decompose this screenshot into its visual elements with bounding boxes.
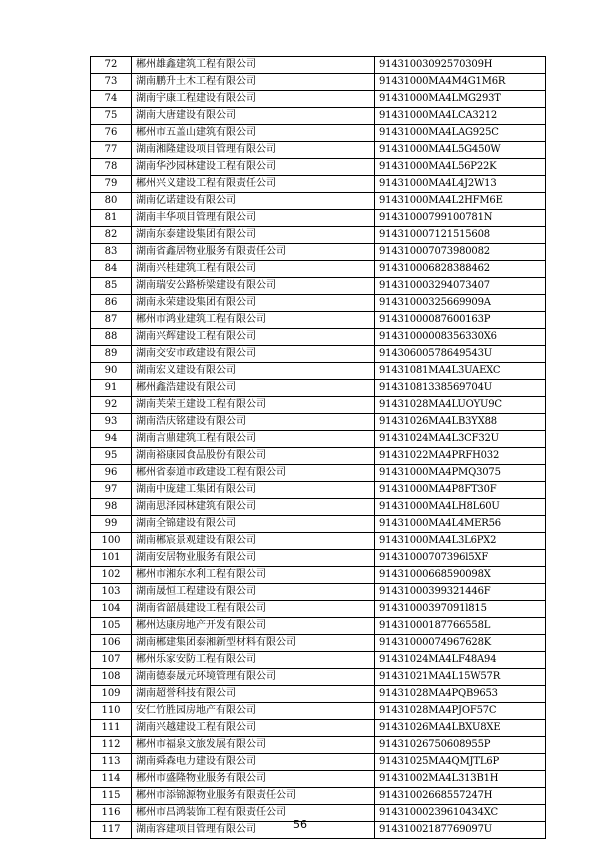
table-row bbox=[91, 550, 546, 567]
table-row bbox=[91, 295, 546, 312]
credit-code: 914310006828388462 bbox=[375, 261, 546, 278]
table-row bbox=[91, 414, 546, 431]
credit-code: 91431000MA4L4J2W13 bbox=[375, 176, 546, 193]
credit-code: 91431000668590098X bbox=[375, 567, 546, 584]
company-name: 湖南永荣建设集团有限公司 bbox=[132, 295, 375, 312]
table-row bbox=[91, 516, 546, 533]
credit-code: 91431000187766558L bbox=[375, 618, 546, 635]
table-row bbox=[91, 703, 546, 720]
table-row bbox=[91, 737, 546, 754]
company-name: 郴州市五盖山建筑有限公司 bbox=[132, 125, 375, 142]
table-row bbox=[91, 193, 546, 210]
credit-code: 91431024MA4L3CF32U bbox=[375, 431, 546, 448]
row-number: 89 bbox=[91, 346, 132, 363]
credit-code: 914310007073980082 bbox=[375, 244, 546, 261]
company-name: 郴州市盛隆物业服务有限公司 bbox=[132, 771, 375, 788]
row-number: 88 bbox=[91, 329, 132, 346]
credit-code: 91431000MA4L3L6PX2 bbox=[375, 533, 546, 550]
credit-code: 914310007121515608 bbox=[375, 227, 546, 244]
company-name: 湖南交安市政建设有限公司 bbox=[132, 346, 375, 363]
row-number: 73 bbox=[91, 74, 132, 91]
row-number: 85 bbox=[91, 278, 132, 295]
company-name: 湖南亿诺建设有限公司 bbox=[132, 193, 375, 210]
row-number: 78 bbox=[91, 159, 132, 176]
table-row bbox=[91, 74, 546, 91]
credit-code: 91431000325669909A bbox=[375, 295, 546, 312]
row-number: 115 bbox=[91, 788, 132, 805]
table-row bbox=[91, 448, 546, 465]
credit-code: 91431081MA4L3UAEXC bbox=[375, 363, 546, 380]
company-name: 湖南湘隆建设项目管理有限公司 bbox=[132, 142, 375, 159]
table-row bbox=[91, 57, 546, 74]
company-name: 湖南东泰建设集团有限公司 bbox=[132, 227, 375, 244]
credit-code: 91431000MA4L2HFM6E bbox=[375, 193, 546, 210]
credit-code: 91431000MA4PMQ3075 bbox=[375, 465, 546, 482]
company-name: 郴州市鸿业建筑工程有限公司 bbox=[132, 312, 375, 329]
credit-code: 91431000MA4L56P22K bbox=[375, 159, 546, 176]
credit-code: 91431028MA4LUOYU9C bbox=[375, 397, 546, 414]
company-name: 湖南裕康园食品股份有限公司 bbox=[132, 448, 375, 465]
table-row bbox=[91, 176, 546, 193]
table-row bbox=[91, 618, 546, 635]
row-number: 86 bbox=[91, 295, 132, 312]
company-name: 湖南宏义建设有限公司 bbox=[132, 363, 375, 380]
credit-code: 91431000799100781N bbox=[375, 210, 546, 227]
table-row bbox=[91, 159, 546, 176]
row-number: 104 bbox=[91, 601, 132, 618]
table-row bbox=[91, 244, 546, 261]
table-row bbox=[91, 720, 546, 737]
company-table bbox=[90, 56, 546, 839]
company-name: 郴州市昌鸿装饰工程有限责任公司 bbox=[132, 805, 375, 822]
table-row bbox=[91, 261, 546, 278]
credit-code: 91430600578649543U bbox=[375, 346, 546, 363]
table-row bbox=[91, 278, 546, 295]
table-row bbox=[91, 329, 546, 346]
table-row bbox=[91, 210, 546, 227]
row-number: 92 bbox=[91, 397, 132, 414]
table-row bbox=[91, 788, 546, 805]
row-number: 102 bbox=[91, 567, 132, 584]
table-row bbox=[91, 346, 546, 363]
company-name: 湖南丰华项目管理有限公司 bbox=[132, 210, 375, 227]
row-number: 108 bbox=[91, 669, 132, 686]
row-number: 99 bbox=[91, 516, 132, 533]
credit-code: 91431002187769097U bbox=[375, 822, 546, 839]
company-name: 安仁竹胜园房地产有限公司 bbox=[132, 703, 375, 720]
company-name: 郴州乐家安防工程有限公司 bbox=[132, 652, 375, 669]
company-name: 湖南芙荣王建设工程有限公司 bbox=[132, 397, 375, 414]
credit-code: 91431000399321446F bbox=[375, 584, 546, 601]
table-row bbox=[91, 482, 546, 499]
table-row bbox=[91, 567, 546, 584]
row-number: 79 bbox=[91, 176, 132, 193]
row-number: 101 bbox=[91, 550, 132, 567]
row-number: 80 bbox=[91, 193, 132, 210]
row-number: 98 bbox=[91, 499, 132, 516]
company-name: 湖南宇康工程建设有限公司 bbox=[132, 91, 375, 108]
table-row bbox=[91, 635, 546, 652]
credit-code: 91431081338569704U bbox=[375, 380, 546, 397]
row-number: 112 bbox=[91, 737, 132, 754]
company-name: 湖南容建项目管理有限公司 bbox=[132, 822, 375, 839]
table-row bbox=[91, 312, 546, 329]
row-number: 72 bbox=[91, 57, 132, 74]
credit-code: 91431026750608955P bbox=[375, 737, 546, 754]
row-number: 95 bbox=[91, 448, 132, 465]
row-number: 75 bbox=[91, 108, 132, 125]
table-row bbox=[91, 686, 546, 703]
row-number: 117 bbox=[91, 822, 132, 839]
row-number: 110 bbox=[91, 703, 132, 720]
company-name: 湖南兴桂建筑工程有限公司 bbox=[132, 261, 375, 278]
company-name: 湖南兴辉建设工程有限公司 bbox=[132, 329, 375, 346]
table-row bbox=[91, 669, 546, 686]
company-name: 湖南安居物业服务有限公司 bbox=[132, 550, 375, 567]
row-number: 96 bbox=[91, 465, 132, 482]
table-row bbox=[91, 91, 546, 108]
credit-code: 91431000MA4P8FT30F bbox=[375, 482, 546, 499]
company-name: 湖南郴宸景观建设有限公司 bbox=[132, 533, 375, 550]
row-number: 109 bbox=[91, 686, 132, 703]
credit-code: 91431021MA4L15W57R bbox=[375, 669, 546, 686]
row-number: 93 bbox=[91, 414, 132, 431]
company-name: 湖南言鼎建筑工程有限公司 bbox=[132, 431, 375, 448]
credit-code: 91431000MA4L5G450W bbox=[375, 142, 546, 159]
row-number: 97 bbox=[91, 482, 132, 499]
company-name: 湖南德泰晟元环境管理有限公司 bbox=[132, 669, 375, 686]
company-name: 湖南郴建集团泰湘新型材料有限公司 bbox=[132, 635, 375, 652]
row-number: 82 bbox=[91, 227, 132, 244]
row-number: 90 bbox=[91, 363, 132, 380]
row-number: 100 bbox=[91, 533, 132, 550]
credit-code: 91431000MA4LH8L60U bbox=[375, 499, 546, 516]
company-name: 湖南中庞建工集团有限公司 bbox=[132, 482, 375, 499]
row-number: 84 bbox=[91, 261, 132, 278]
credit-code: 91431025MA4QMJTL6P bbox=[375, 754, 546, 771]
row-number: 105 bbox=[91, 618, 132, 635]
credit-code: 914310003294073407 bbox=[375, 278, 546, 295]
company-name: 湖南浩庆铭建设有限公司 bbox=[132, 414, 375, 431]
company-name: 郴州省泰道市政建设工程有限公司 bbox=[132, 465, 375, 482]
credit-code: 91431000008356330X6 bbox=[375, 329, 546, 346]
table-row bbox=[91, 601, 546, 618]
company-name: 郴州兴义建设工程有限责任公司 bbox=[132, 176, 375, 193]
credit-code: 91431000MA4L4MER56 bbox=[375, 516, 546, 533]
company-name: 湖南晟恒工程建设有限公司 bbox=[132, 584, 375, 601]
credit-code: 91431000397091l815 bbox=[375, 601, 546, 618]
table-row bbox=[91, 397, 546, 414]
credit-code: 91431000MA4LCA3212 bbox=[375, 108, 546, 125]
company-name: 郴州达康房地产开发有限公司 bbox=[132, 618, 375, 635]
company-name: 湖南兴越建设工程有限公司 bbox=[132, 720, 375, 737]
credit-code: 91431024MA4LF48A94 bbox=[375, 652, 546, 669]
row-number: 116 bbox=[91, 805, 132, 822]
company-name: 湖南大唐建设有限公司 bbox=[132, 108, 375, 125]
company-name: 湖南思泽园林建筑有限公司 bbox=[132, 499, 375, 516]
company-name: 郴州市湘东水利工程有限公司 bbox=[132, 567, 375, 584]
credit-code: 91431028MA4PQB9653 bbox=[375, 686, 546, 703]
row-number: 77 bbox=[91, 142, 132, 159]
table-row bbox=[91, 465, 546, 482]
credit-code: 91431000239610434XC bbox=[375, 805, 546, 822]
row-number: 76 bbox=[91, 125, 132, 142]
credit-code: 91431022MA4PRFH032 bbox=[375, 448, 546, 465]
credit-code: 91431000MA4M4G1M6R bbox=[375, 74, 546, 91]
credit-code: 91431028MA4PJOF57C bbox=[375, 703, 546, 720]
company-name: 郴州雄鑫建筑工程有限公司 bbox=[132, 57, 375, 74]
table-row bbox=[91, 499, 546, 516]
credit-code: 91431000MA4LAG925C bbox=[375, 125, 546, 142]
table-row bbox=[91, 380, 546, 397]
row-number: 103 bbox=[91, 584, 132, 601]
page-number: 56 bbox=[293, 818, 307, 831]
company-name: 湖南省鑫居物业服务有限责任公司 bbox=[132, 244, 375, 261]
credit-code: 91431002668557247H bbox=[375, 788, 546, 805]
company-name: 郴州市添锦源物业服务有限责任公司 bbox=[132, 788, 375, 805]
company-name: 郴州鑫浩建设有限公司 bbox=[132, 380, 375, 397]
credit-code: 91431026MA4LB3YX88 bbox=[375, 414, 546, 431]
company-name: 湖南华沙园林建设工程有限公司 bbox=[132, 159, 375, 176]
row-number: 91 bbox=[91, 380, 132, 397]
company-name: 湖南舜森电力建设有限公司 bbox=[132, 754, 375, 771]
table-row bbox=[91, 584, 546, 601]
company-name: 湖南瑞安公路桥梁建设有限公司 bbox=[132, 278, 375, 295]
company-name: 湖南超誉科技有限公司 bbox=[132, 686, 375, 703]
row-number: 81 bbox=[91, 210, 132, 227]
company-name: 湖南鹏升土木工程有限公司 bbox=[132, 74, 375, 91]
table-row bbox=[91, 363, 546, 380]
row-number: 111 bbox=[91, 720, 132, 737]
credit-code: 91431000074967628K bbox=[375, 635, 546, 652]
table-row bbox=[91, 652, 546, 669]
table-row bbox=[91, 108, 546, 125]
credit-code: 91431000087600163P bbox=[375, 312, 546, 329]
company-name: 湖南全锦建设有限公司 bbox=[132, 516, 375, 533]
table-row bbox=[91, 754, 546, 771]
credit-code: 91431002MA4L313B1H bbox=[375, 771, 546, 788]
table-row bbox=[91, 227, 546, 244]
company-name: 湖南省韶晨建设工程有限公司 bbox=[132, 601, 375, 618]
row-number: 107 bbox=[91, 652, 132, 669]
row-number: 74 bbox=[91, 91, 132, 108]
row-number: 94 bbox=[91, 431, 132, 448]
row-number: 106 bbox=[91, 635, 132, 652]
credit-code: 91431003092570309H bbox=[375, 57, 546, 74]
table-row bbox=[91, 771, 546, 788]
table-row bbox=[91, 533, 546, 550]
company-name: 郴州市福泉文旅发展有限公司 bbox=[132, 737, 375, 754]
row-number: 83 bbox=[91, 244, 132, 261]
row-number: 114 bbox=[91, 771, 132, 788]
table-row bbox=[91, 431, 546, 448]
table-row bbox=[91, 142, 546, 159]
table-row bbox=[91, 125, 546, 142]
company-table-body bbox=[91, 57, 546, 839]
row-number: 87 bbox=[91, 312, 132, 329]
row-number: 113 bbox=[91, 754, 132, 771]
credit-code: 91431000MA4LMG293T bbox=[375, 91, 546, 108]
credit-code: 91431000707396l5XF bbox=[375, 550, 546, 567]
credit-code: 91431026MA4LBXU8XE bbox=[375, 720, 546, 737]
